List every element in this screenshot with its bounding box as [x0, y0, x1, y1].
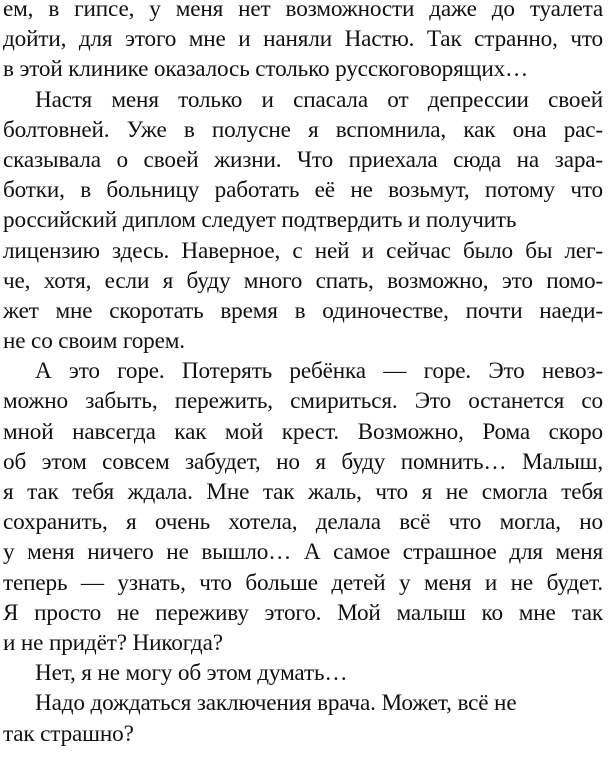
text-line: теперь — узнать, что больше детей у меня и не будет.	[3, 569, 603, 596]
text-line: А это горе. Потерять ребёнка — горе. Это невоз-	[35, 358, 603, 385]
text-line: российский диплом следует подтвердить и получить	[3, 207, 517, 234]
paragraph	[3, 85, 603, 357]
text-line: жет мне скоротать время в одиночестве, почти наеди-	[3, 297, 603, 324]
text-line: я так тебя ждала. Мне так жаль, что я не смогла тебя	[3, 479, 603, 505]
text-line: Настя меня только и спасала от депрессии своей	[35, 86, 603, 113]
text-line: у меня ничего не вышло… А самое страшное для меня	[3, 539, 603, 566]
text-line: сказывала о своей жизни. Что приехала сюда на зара-	[3, 146, 603, 173]
text-line: болтовней. Уже в полусне я вспомнила, как она рас-	[3, 116, 603, 143]
paragraph	[3, 0, 603, 85]
text-line: Нет, я не могу об этом думать…	[35, 660, 348, 687]
text-line: Я просто не переживу этого. Мой малыш ко мне так	[3, 599, 603, 626]
text-line: об этом совсем забудет, но я буду помнить… Малыш,	[3, 448, 603, 475]
text-line: мной навсегда как мой крест. Возможно, Рома скоро	[3, 418, 603, 445]
text-line: ботки, в больницу работать её не возьмут, потому что	[3, 177, 603, 204]
book-page	[3, 0, 603, 749]
paragraph	[3, 658, 603, 688]
text-line: так страшно?	[3, 720, 134, 747]
paragraph	[3, 688, 603, 748]
text-line: можно забыть, пережить, смириться. Это останется со	[3, 388, 603, 415]
paragraph	[3, 356, 603, 658]
text-line: сохранить, я очень хотела, делала всё что могла, но	[3, 509, 603, 536]
text-line: че, хотя, если я буду много спать, возможно, это помо-	[3, 267, 603, 294]
text-line: дойти, для этого мне и наняли Настю. Так странно, что	[3, 26, 603, 53]
text-line: в этой клинике оказалось столько русскоговорящих…	[3, 56, 529, 83]
text-line: ем, в гипсе, у меня нет возможности даже до туалета	[3, 0, 603, 22]
text-line: не со своим горем.	[3, 328, 185, 355]
text-line: и не придёт? Никогда?	[3, 629, 223, 656]
text-line: лицензию здесь. Наверное, с ней и сейчас было бы лег-	[3, 237, 603, 264]
text-line: Надо дождаться заключения врача. Может, всё не	[35, 690, 517, 717]
